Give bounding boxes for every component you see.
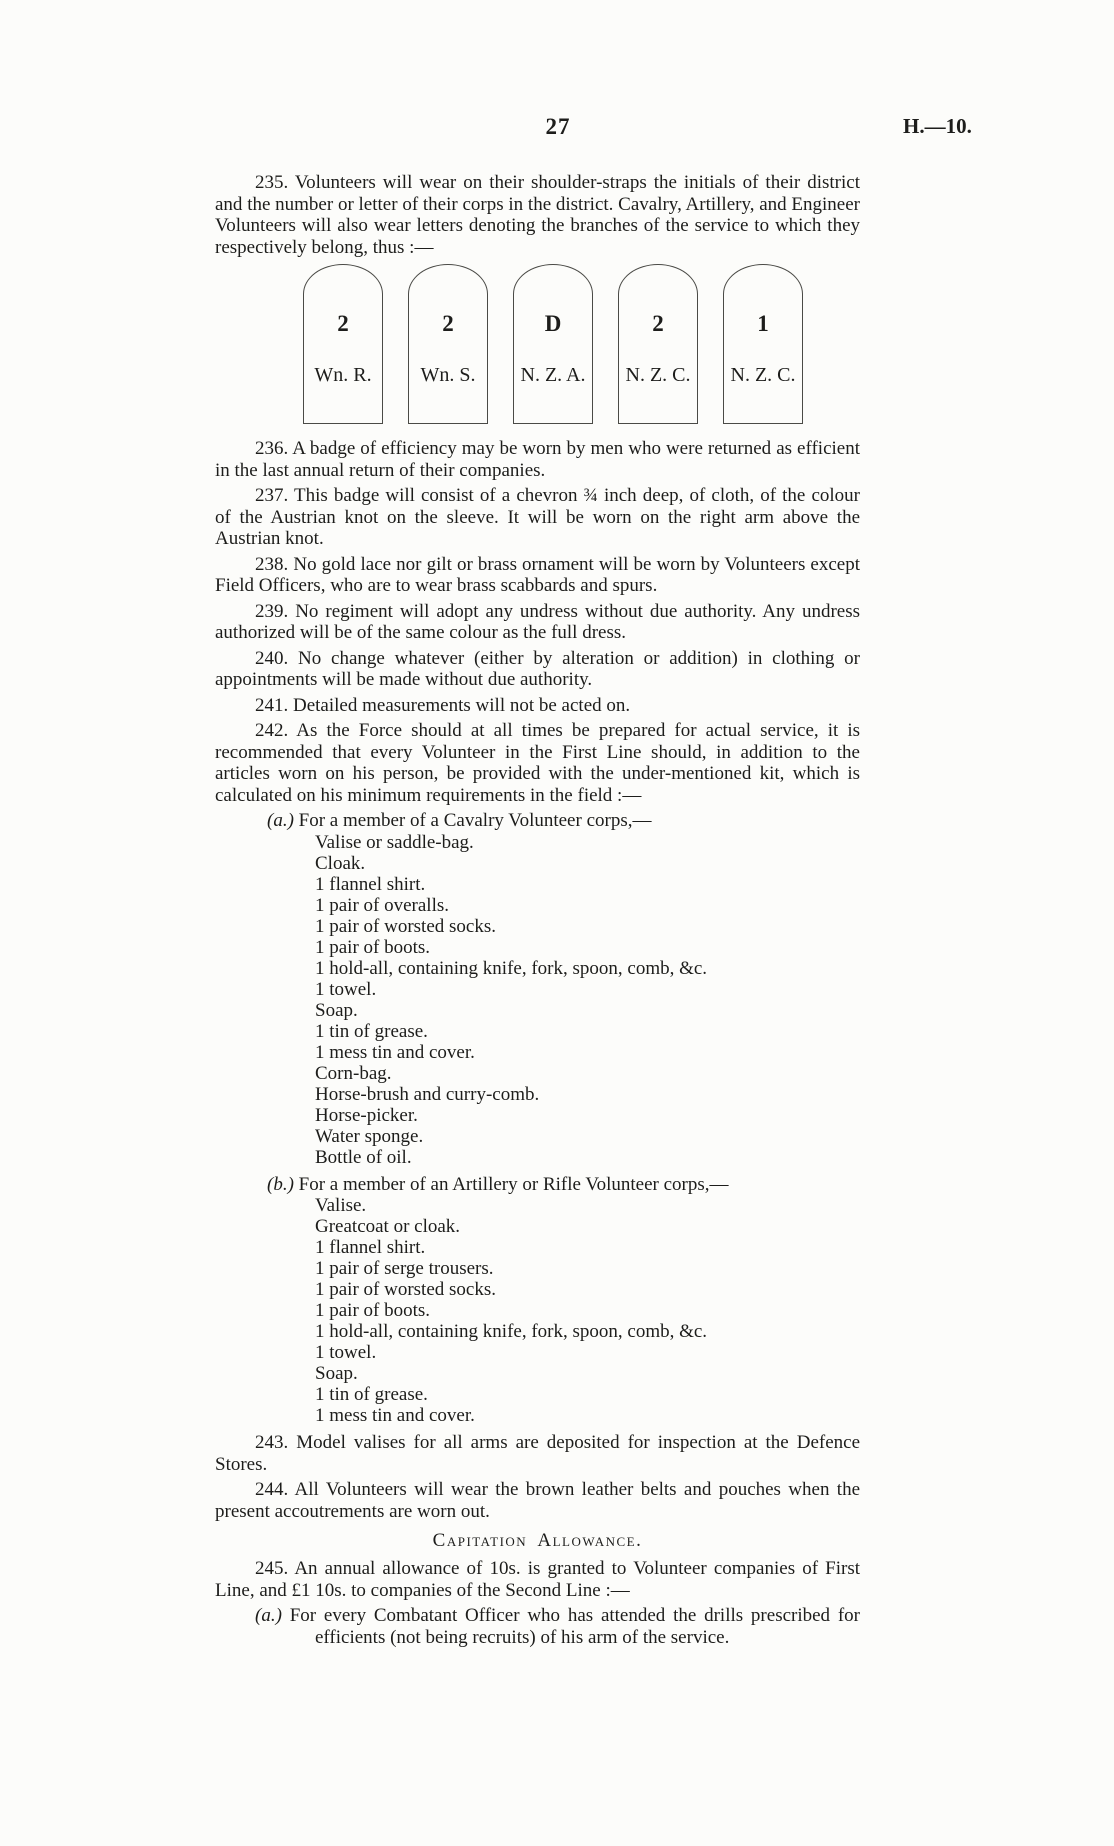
shoulder-strap-diagram (303, 264, 860, 424)
kit-item: 1 pair of boots. (315, 936, 431, 958)
kit-list-artillery-rifle (215, 1174, 860, 1427)
badge-district-label: N. Z. C. (625, 364, 691, 386)
paragraph-number: 239. (255, 600, 289, 622)
paragraph-text: Model valises for all arms are deposited for inspection at the Defence Stores. (215, 1432, 860, 1475)
paragraph-number: 238. (255, 553, 289, 575)
kit-item: 1 hold-all, containing knife, fork, spoon, comb, &c. (315, 1321, 708, 1342)
kit-item: Cloak. (315, 852, 366, 874)
kit-item: 1 hold-all, containing knife, fork, spoon, comb, &c. (315, 957, 708, 979)
badge-code: D (544, 311, 562, 336)
paragraph-238 (215, 554, 860, 597)
paragraph-241 (215, 695, 860, 717)
kit-item: Horse-brush and curry-comb. (315, 1083, 540, 1105)
shoulder-strap-badge (618, 264, 698, 424)
sub-item-a (215, 1605, 860, 1648)
paragraph-240 (215, 648, 860, 691)
kit-item: 1 flannel shirt. (315, 1237, 426, 1258)
kit-item: Soap. (315, 1363, 358, 1384)
kit-item: 1 pair of boots. (315, 1300, 431, 1321)
paragraph-number: 242. (255, 720, 289, 741)
kit-item: 1 towel. (315, 978, 377, 1000)
sub-item-text: For every Combatant Officer who has attended the drills prescribed for efficients (not being recruits) of his arm of the service. (289, 1605, 860, 1648)
paragraph-text: No change whatever (either by alteration or addition) in clothing or appointments will be made without due authority. (215, 647, 860, 690)
shoulder-strap-badge (303, 264, 383, 424)
badge-code: 2 (337, 311, 349, 336)
kit-item: 1 tin of grease. (315, 1384, 428, 1405)
kit-list-heading (215, 810, 860, 832)
paragraph-237 (215, 485, 860, 550)
badge-code: 2 (652, 311, 664, 336)
paragraph-number: 243. (255, 1432, 289, 1453)
kit-list-heading (215, 1174, 860, 1196)
paragraph-244 (215, 1479, 860, 1522)
kit-item: 1 pair of overalls. (315, 894, 450, 916)
page-number: 27 (545, 114, 571, 139)
shoulder-strap-badge (723, 264, 803, 424)
paragraph-text: No gold lace nor gilt or brass ornament will be worn by Volunteers except Field Officers, who are to wear brass scabbards and spurs. (215, 553, 861, 596)
paragraph-number: 240. (255, 647, 289, 669)
badge-district-label: Wn. S. (420, 364, 476, 386)
kit-item: 1 tin of grease. (315, 1020, 428, 1042)
paragraph-number: 235. (255, 172, 289, 193)
section-heading-capitation-allowance: Capitation Allowance. (432, 1530, 643, 1551)
kit-item: Valise or saddle-bag. (315, 831, 474, 853)
paragraph-236 (215, 438, 860, 481)
list-intro: For a member of a Cavalry Volunteer corps,— (298, 810, 652, 831)
badge-code: 1 (757, 311, 769, 336)
paragraph-number: 237. (255, 485, 289, 506)
page-content (215, 172, 860, 1648)
paragraph-text: As the Force should at all times be prepared for actual service, it is recommended that every Volunteer in the First Line should, in addition to the articles worn on his person, be provided with the under-mentioned kit, which is calculated on his minimum requirements in the field :— (215, 720, 860, 806)
kit-item: 1 pair of serge trousers. (315, 1258, 494, 1279)
paragraph-text: This badge will consist of a chevron ¾ inch deep, of cloth, of the colour of the Austrian knot on the sleeve. It will be worn on the right arm above the Austrian knot. (215, 485, 860, 549)
list-label: (a.) (255, 1605, 282, 1626)
kit-item: Water sponge. (315, 1125, 424, 1147)
kit-item: 1 pair of worsted socks. (315, 1279, 496, 1300)
kit-item: Greatcoat or cloak. (315, 1216, 461, 1237)
paragraph-text: All Volunteers will wear the brown leather belts and pouches when the present accoutrements are worn out. (215, 1479, 860, 1522)
kit-item: Corn-bag. (315, 1062, 392, 1084)
paragraph-number: 245. (255, 1558, 289, 1579)
paragraph-text: Detailed measurements will not be acted on. (293, 694, 631, 716)
paragraph-242 (215, 720, 860, 806)
badge-district-label: N. Z. A. (520, 364, 586, 386)
paragraph-number: 244. (255, 1479, 289, 1500)
kit-item: 1 mess tin and cover. (315, 1041, 475, 1063)
badge-district-label: N. Z. C. (730, 364, 796, 386)
list-label: (a.) (267, 810, 294, 831)
kit-item: 1 mess tin and cover. (315, 1405, 475, 1426)
kit-item: 1 towel. (315, 1342, 377, 1363)
paragraph-number: 241. (255, 694, 289, 716)
kit-item: Bottle of oil. (315, 1146, 412, 1168)
kit-list-cavalry (215, 810, 860, 1168)
kit-item: 1 flannel shirt. (315, 873, 426, 895)
list-intro: For a member of an Artillery or Rifle Volunteer corps,— (298, 1173, 729, 1195)
paragraph-text: An annual allowance of 10s. is granted to Volunteer companies of First Line, and £1 10s. to companies of the Second Line :— (215, 1558, 860, 1601)
badge-code: 2 (442, 311, 454, 336)
paragraph-243 (215, 1432, 860, 1475)
paragraph-239 (215, 601, 860, 644)
paragraph-number: 236. (255, 438, 289, 459)
kit-item: Valise. (315, 1195, 367, 1216)
paragraph-text: A badge of efficiency may be worn by men who were returned as efficient in the last annual return of their companies. (215, 438, 860, 481)
paragraph-text: No regiment will adopt any undress without due authority. Any undress authorized will be of the same colour as the full dress. (215, 600, 861, 643)
kit-item: 1 pair of worsted socks. (315, 915, 496, 937)
paragraph-text: Volunteers will wear on their shoulder-straps the initials of their district and the number or letter of their corps in the district. Cavalry, Artillery, and Engineer Volunteers will also wear letters denoting the branches of the service to which they respectively belong, thus :— (215, 172, 860, 258)
paper-reference: H.—10. (903, 114, 972, 138)
badge-district-label: Wn. R. (314, 364, 372, 386)
list-label: (b.) (267, 1173, 294, 1195)
paragraph-245 (215, 1558, 860, 1601)
kit-item: Soap. (315, 999, 358, 1021)
paragraph-235 (215, 172, 860, 258)
shoulder-strap-badge (408, 264, 488, 424)
shoulder-strap-badge (513, 264, 593, 424)
kit-item: Horse-picker. (315, 1104, 418, 1126)
